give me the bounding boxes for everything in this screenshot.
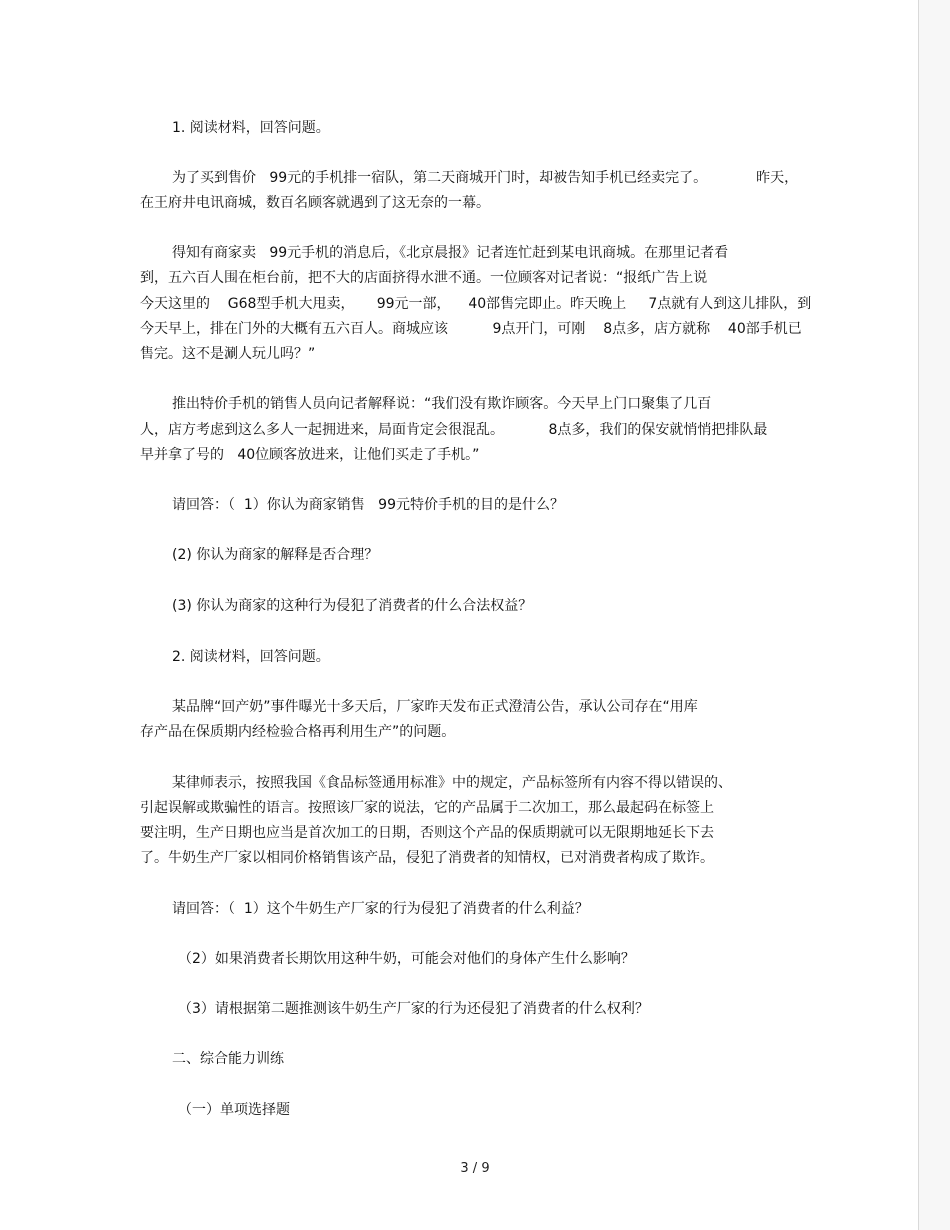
- question-line: 请回答：（ 1）你认为商家销售 99元特价手机的目的是什么？: [172, 497, 564, 513]
- question-2-heading: 2. 阅读材料，回答问题。: [172, 649, 330, 665]
- subsection-heading: （一）单项选择题: [178, 1102, 290, 1118]
- paragraph-line: 得知有商家卖 99元手机的消息后，《北京晨报》记者连忙赶到某电讯商城。在那里记者看: [172, 245, 729, 261]
- paragraph-line: 售完。这不是涮人玩儿吗？”: [140, 346, 316, 362]
- paragraph-line: 到，五六百人围在柜台前，把不大的店面挤得水泄不通。一位顾客对记者说：“报纸广告上说: [140, 270, 708, 286]
- paragraph-line: 为了买到售价 99元的手机排一宿队，第二天商城开门时，却被告知手机已经卖完了。 昨天，: [172, 170, 799, 186]
- paragraph-line: 引起误解或欺骗性的语言。按照该厂家的说法，它的产品属于二次加工，那么最起码在标签上: [140, 800, 714, 816]
- paragraph-line: 要注明，生产日期也应当是首次加工的日期，否则这个产品的保质期就可以无限期地延长下去: [140, 825, 714, 841]
- paragraph-line: 今天这里的 G68型手机大甩卖， 99元一部， 40部售完即止。昨天晚上 7点就有人到这儿排队，到: [140, 296, 812, 312]
- question-line: (2) 你认为商家的解释是否合理？: [172, 547, 379, 563]
- paragraph-line: 人，店方考虑到这么多人一起拥进来，局面肯定会很混乱。 8点多，我们的保安就悄悄把排队最: [140, 422, 768, 438]
- viewer-background: [919, 0, 950, 1230]
- question-line: （2）如果消费者长期饮用这种牛奶，可能会对他们的身体产生什么影响？: [178, 951, 635, 967]
- question-line: （3）请根据第二题推测该牛奶生产厂家的行为还侵犯了消费者的什么权利？: [178, 1001, 649, 1017]
- paragraph-line: 了。牛奶生产厂家以相同价格销售该产品，侵犯了消费者的知情权，已对消费者构成了欺诈。: [140, 850, 714, 866]
- question-line: (3) 你认为商家的这种行为侵犯了消费者的什么合法权益？: [172, 598, 533, 614]
- paragraph-line: 早并拿了号的 40位顾客放进来，让他们买走了手机。”: [140, 447, 480, 463]
- paragraph-line: 某律师表示，按照我国《食品标签通用标准》中的规定，产品标签所有内容不得以错误的、: [172, 775, 732, 791]
- paragraph-line: 存产品在保质期内经检验合格再利用生产”的问题。: [140, 724, 456, 740]
- paragraph-line: 今天早上，排在门外的大概有五六百人。商城应该 9点开门，可刚 8点多，店方就称 40部手机已: [140, 321, 802, 337]
- paragraph-line: 某品牌“回产奶”事件曝光十多天后，厂家昨天发布正式澄清公告，承认公司存在“用库: [172, 699, 698, 715]
- question-line: 请回答：（ 1）这个牛奶生产厂家的行为侵犯了消费者的什么利益？: [172, 901, 589, 917]
- paragraph-line: 推出特价手机的销售人员向记者解释说：“我们没有欺诈顾客。今天早上门口聚集了几百: [172, 396, 712, 412]
- question-1-heading: 1. 阅读材料，回答问题。: [172, 120, 330, 136]
- paragraph-line: 在王府井电讯商城，数百名顾客就遇到了这无奈的一幕。: [140, 195, 490, 211]
- section-heading: 二、综合能力训练: [172, 1051, 284, 1067]
- page-number: 3 / 9: [460, 1161, 490, 1176]
